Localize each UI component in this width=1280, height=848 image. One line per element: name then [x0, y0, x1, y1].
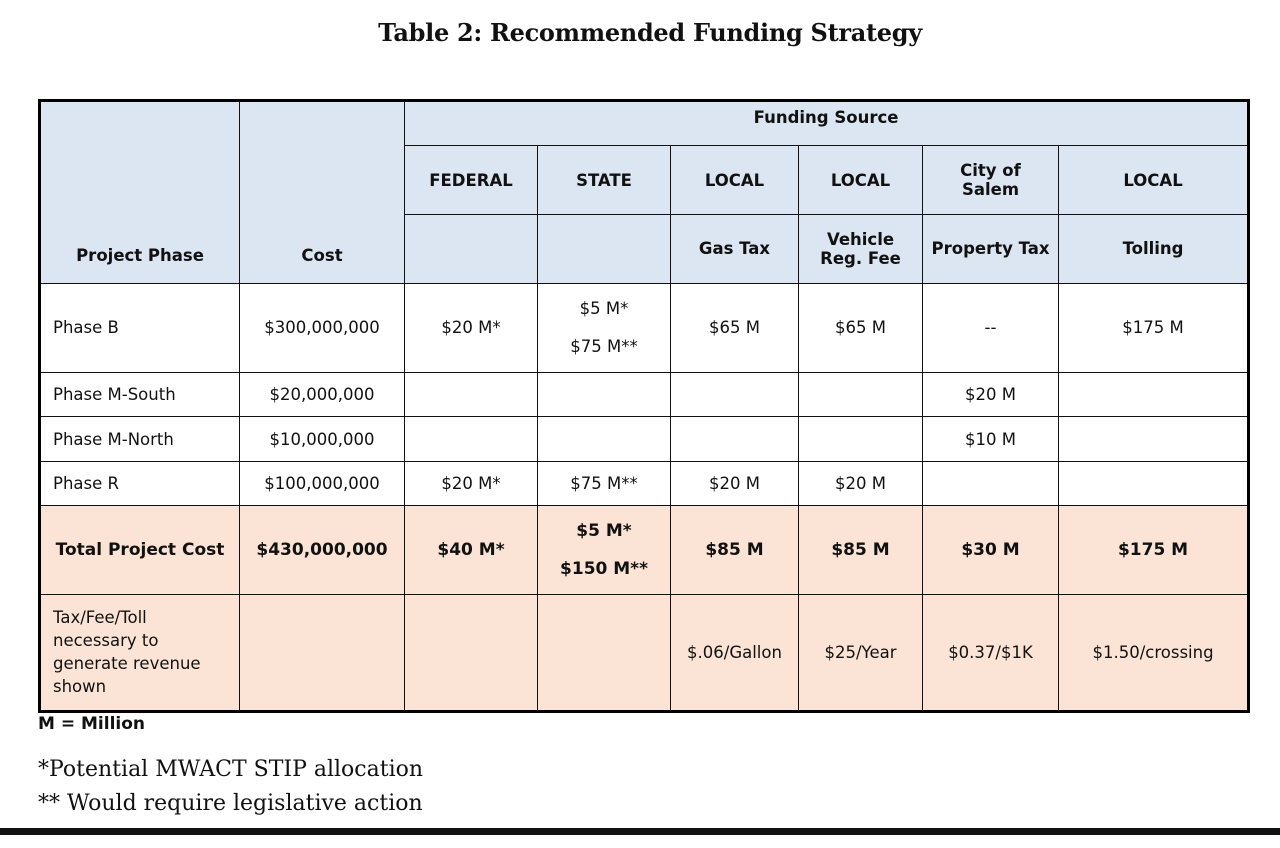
footnote-stip: *Potential MWACT STIP allocation — [38, 757, 424, 782]
row-gas-tax — [671, 372, 799, 416]
row-cost: $20,000,000 — [240, 372, 405, 416]
row-property-tax — [923, 462, 1059, 506]
rate-label: Tax/Fee/Toll necessary to generate revenue shown — [40, 594, 240, 711]
row-property-tax: -- — [923, 283, 1059, 372]
header-source-local-gas: LOCAL — [671, 146, 799, 215]
header-cost: Cost — [240, 101, 405, 284]
header-source-local-vehicle: LOCAL — [799, 146, 923, 215]
header-mech-tolling: Tolling — [1059, 215, 1249, 283]
total-federal: $40 M* — [405, 506, 538, 594]
table-row — [40, 372, 1249, 416]
row-phase: Phase B — [40, 283, 240, 372]
row-gas-tax: $65 M — [671, 283, 799, 372]
bottom-rule — [0, 828, 1280, 835]
header-source-state: STATE — [538, 146, 671, 215]
row-vehicle-fee: $65 M — [799, 283, 923, 372]
row-tolling — [1059, 462, 1249, 506]
rate-federal-empty — [405, 594, 538, 711]
total-row — [40, 506, 1249, 594]
rate-property-tax: $0.37/$1K — [923, 594, 1059, 711]
rate-vehicle-fee: $25/Year — [799, 594, 923, 711]
row-vehicle-fee — [799, 417, 923, 462]
row-gas-tax — [671, 417, 799, 462]
rate-tolling: $1.50/crossing — [1059, 594, 1249, 711]
total-state — [538, 506, 671, 594]
header-project-phase: Project Phase — [40, 101, 240, 284]
rate-row — [40, 594, 1249, 711]
row-vehicle-fee — [799, 372, 923, 416]
total-vehicle-fee: $85 M — [799, 506, 923, 594]
row-property-tax: $10 M — [923, 417, 1059, 462]
rate-gas-tax: $.06/Gallon — [671, 594, 799, 711]
row-phase: Phase R — [40, 462, 240, 506]
table-row — [40, 417, 1249, 462]
row-tolling — [1059, 372, 1249, 416]
row-state-line-1: $5 M* — [579, 298, 629, 318]
row-gas-tax: $20 M — [671, 462, 799, 506]
header-mech-property-tax: Property Tax — [923, 215, 1059, 283]
funding-strategy-table — [38, 99, 1250, 713]
million-note: M = Million — [38, 714, 146, 734]
row-state — [538, 372, 671, 416]
total-gas-tax: $85 M — [671, 506, 799, 594]
table-row — [40, 462, 1249, 506]
rate-cost-empty — [240, 594, 405, 711]
header-source-local-toll: LOCAL — [1059, 146, 1249, 215]
row-state — [538, 283, 671, 372]
total-property-tax: $30 M — [923, 506, 1059, 594]
header-mech-federal — [405, 215, 538, 283]
row-property-tax: $20 M — [923, 372, 1059, 416]
total-state-line-1: $5 M* — [576, 520, 632, 541]
row-cost: $10,000,000 — [240, 417, 405, 462]
row-cost: $100,000,000 — [240, 462, 405, 506]
row-federal — [405, 372, 538, 416]
row-tolling — [1059, 417, 1249, 462]
row-state — [538, 417, 671, 462]
row-state-line-2: $75 M** — [570, 336, 638, 356]
header-mech-vehicle-fee: Vehicle Reg. Fee — [799, 215, 923, 283]
row-federal: $20 M* — [405, 462, 538, 506]
table-row — [40, 283, 1249, 372]
total-label: Total Project Cost — [40, 506, 240, 594]
total-cost: $430,000,000 — [240, 506, 405, 594]
header-mech-state — [538, 215, 671, 283]
total-state-line-2: $150 M** — [560, 558, 648, 579]
row-phase: Phase M-South — [40, 372, 240, 416]
total-tolling: $175 M — [1059, 506, 1249, 594]
header-source-city-salem: City of Salem — [923, 146, 1059, 215]
row-federal — [405, 417, 538, 462]
row-cost: $300,000,000 — [240, 283, 405, 372]
rate-state-empty — [538, 594, 671, 711]
footnote-legislative: ** Would require legislative action — [38, 791, 423, 816]
page-title: Table 2: Recommended Funding Strategy — [378, 18, 922, 47]
row-tolling: $175 M — [1059, 283, 1249, 372]
row-federal: $20 M* — [405, 283, 538, 372]
row-state: $75 M** — [538, 462, 671, 506]
header-mech-gas-tax: Gas Tax — [671, 215, 799, 283]
row-vehicle-fee: $20 M — [799, 462, 923, 506]
header-source-federal: FEDERAL — [405, 146, 538, 215]
row-phase: Phase M-North — [40, 417, 240, 462]
header-funding-source: Funding Source — [405, 101, 1249, 146]
